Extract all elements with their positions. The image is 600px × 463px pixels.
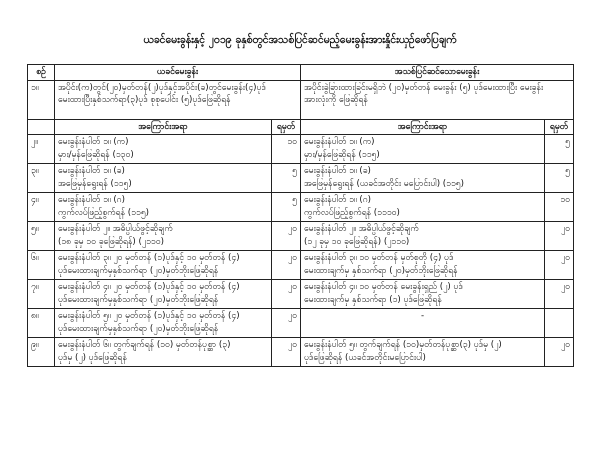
subheader-marks-old: ရမှတ် [272, 119, 301, 135]
old-line: မေးခွန်းနံပါတ် ၅။ ၂၀ မှတ်တန် (၁)ပုဒ်နှင့် ၁၀ မှတ်တန် (၄) [58, 311, 240, 321]
row-number: ၄။ [28, 193, 55, 222]
old-marks-cell: ၅ [272, 193, 301, 222]
old-content-cell [55, 193, 272, 222]
old-line: ပုဒ်မှ (၂) ပုဒ်ဖြေဆိုရန် [58, 352, 127, 363]
old-line: မေးခွန်းနံပါတ် ၄။ ၂၀ မှတ်တန် (၁)ပုဒ်နှင့် ၁၀ မှတ်တန် (၄) [58, 282, 240, 292]
subheader-content-new: အကြောင်းအရာ [301, 119, 545, 135]
new-marks-cell: ၂၀ [545, 222, 574, 251]
old-line: မေးခွန်းနံပါတ် ၂။ အဓိပ္ပါယ်ဖွင့်ဆိုချက် [58, 224, 173, 234]
new-content-cell [301, 193, 545, 222]
new-content-cell [301, 251, 545, 280]
old-line: အဖြေမှန်ရွေးရန် (၁၁၅) [58, 178, 132, 189]
new-line: အဖြေမှန်ရွေးရန် (ယခင်အတိုင်း မပြောင်းပါ) (၁၁၅) [304, 178, 464, 189]
old-line: မေးခွန်းနံပါတ် ၆။ တွက်ချက်ရန် (၁၀) မှတ်တန်ပုစ္ဆာ (၃) [58, 340, 231, 350]
new-line: ပုဒ်ဖြေဆိုရန် (ယခင်အတိုင်းမပြောင်းပါ) [304, 352, 426, 363]
old-marks-cell: ၅ [272, 164, 301, 193]
old-line: မေးခွန်းနံပါတ် ၁။ (က) [58, 137, 129, 147]
new-line: - [420, 311, 425, 321]
old-question-cell [55, 80, 301, 119]
new-marks-cell: ၂၀ [545, 280, 574, 309]
old-content-cell [55, 222, 272, 251]
new-content-cell [301, 164, 545, 193]
comparison-table [27, 64, 574, 367]
new-marks-cell: ၅ [545, 135, 574, 164]
table-row [28, 222, 574, 251]
old-line: မေးခွန်းနံပါတ် ၁။ (ခ) [58, 166, 125, 176]
row-number: ၇။ [28, 280, 55, 309]
old-line: မေးခွန်းနံပါတ် ၃။ ၂၀ မှတ်တန် (၁)ပုဒ်နှင့် ၁၀ မှတ်တန် (၄) [58, 253, 240, 263]
header-old-question: ယခင်မေးခွန်း [55, 65, 301, 81]
old-marks-cell: ၂၀ [272, 280, 301, 309]
new-line: မေးထားချက်မှ နှစ်သက်ရာ (၁) ပုဒ်ဖြေဆိုရန် [304, 294, 442, 305]
new-line: မေးခွန်းနံပါတ် ၄။ ၁၀ မှတ်တန် မေးခွန်းရှည် (၂) ပုဒ် [304, 282, 463, 292]
subheader-blank [28, 119, 55, 135]
old-content-cell [55, 309, 272, 338]
row-number: ၁။ [28, 80, 55, 119]
old-line: မေးခွန်းနံပါတ် ၁။ (ဂ) [58, 195, 125, 205]
new-content-cell [301, 309, 545, 338]
new-line: မေးခွန်းနံပါတ် ၂။ အဓိပ္ပါယ်ဖွင့်ဆိုချက် [304, 224, 419, 234]
row-number: ၅။ [28, 222, 55, 251]
old-line: ပုဒ်မေးထားချက်မှနှစ်သက်ရာ (၂၀)မှတ်ဘိုးဖြေဆိုရန် [58, 323, 219, 334]
header-no: စဉ် [28, 65, 55, 81]
new-line: မေးခွန်းနံပါတ် ၅။ တွက်ချက်ရန် (၁၀)မှတ်တန်ပုစ္ဆာ(၃) ပုဒ်မှ (၂) [304, 340, 502, 350]
document-title: ယခင်မေးခွန်းနှင့် ၂၀၁၉ ခုနှစ်တွင်အသစ်ပြင်ဆင်မည့်မေးခွန်းအားနှိုင်းယှဉ်ဖော်ပြချက် [143, 34, 457, 46]
old-line: ပုဒ်မေးထားချက်မှနှစ်သက်ရာ (၂၀)မှတ်ဘိုးဖြေဆိုရန် [58, 265, 219, 276]
old-content-cell [55, 164, 272, 193]
new-line: (၁၂ ခုမှ ၁၀ ခုဖြေဆိုရန်) (၂၁၁၀) [304, 236, 410, 247]
old-line: ပုဒ်မေးထားချက်မှနှစ်သက်ရာ (၂၀)မှတ်ဘိုးဖြေဆိုရန် [58, 294, 219, 305]
new-marks-cell: ၁၀ [545, 193, 574, 222]
old-content-cell [55, 135, 272, 164]
new-marks-cell [545, 309, 574, 338]
subheader-row [28, 119, 574, 135]
table-row [28, 164, 574, 193]
table-row [28, 338, 574, 367]
row-number: ၃။ [28, 164, 55, 193]
table-row [28, 251, 574, 280]
row-number: ၈။ [28, 309, 55, 338]
new-marks-cell: ၅ [545, 164, 574, 193]
header-new-question: အသစ်ပြင်ဆင်သောမေးခွန်း [301, 65, 574, 81]
old-marks-cell: ၂၀ [272, 309, 301, 338]
old-marks-cell: ၂၀ [272, 251, 301, 280]
new-line: မေးခွန်းနံပါတ် ၁။ (က) [304, 137, 375, 147]
old-line: မှား/မှန်ဖြေဆိုရန် (၁၃၀) [58, 149, 134, 160]
subheader-content-old: အကြောင်းအရာ [55, 119, 272, 135]
new-line: အားလုံးကို ဖြေဆိုရန် [304, 95, 368, 105]
old-line: (၁၈ ခုမှ ၁၀ ခုဖြေဆိုရန်) (၂၁၁၀) [58, 236, 164, 247]
new-content-cell [301, 338, 545, 367]
old-content-cell [55, 280, 272, 309]
table-row [28, 309, 574, 338]
new-line: အပိုင်းခွဲခြားထားခြင်းမရှိဘဲ (၂၀)မှတ်တန် မေးခွန်း (၅) ပုဒ်မေးထားပြီး မေးခွန်း [304, 82, 544, 93]
new-marks-cell: ၂၀ [545, 338, 574, 367]
old-marks-cell: ၂၀ [272, 338, 301, 367]
subheader-marks-new: ရမှတ် [545, 119, 574, 135]
new-line: မေးခွန်းနံပါတ် ၁။ (ခ) [304, 166, 371, 176]
old-line: မေးထားပြီးနှစ်သက်ရာ(၃)ပုဒ် စုစုပေါင်း (၅)ပုဒ်ဖြေဆိုရန် [58, 95, 231, 105]
new-content-cell [301, 280, 545, 309]
table-row [28, 280, 574, 309]
new-line: မှား/မှန်ဖြေဆိုရန် (၁၁၅) [304, 149, 380, 160]
old-marks-cell: ၁၀ [272, 135, 301, 164]
row-number: ၉။ [28, 338, 55, 367]
new-content-cell [301, 222, 545, 251]
new-question-cell [301, 80, 574, 119]
table-row [28, 135, 574, 164]
row-number: ၆။ [28, 251, 55, 280]
old-content-cell [55, 251, 272, 280]
new-line: မေးခွန်းနံပါတ် ၃။ ၁၀ မှတ်တန် မှတ်စုတို (၄) ပုဒ် [304, 253, 454, 263]
new-line: မေးခွန်းနံပါတ် ၁။ (ဂ) [304, 195, 371, 205]
row-number: ၂။ [28, 135, 55, 164]
new-content-cell [301, 135, 545, 164]
old-line: ကွက်လပ်ဖြည့်စွက်ရန် (၁၁၅) [58, 207, 150, 218]
new-marks-cell: ၂၀ [545, 251, 574, 280]
old-marks-cell: ၂၀ [272, 222, 301, 251]
new-line: ကွက်လပ်ဖြည့်စွက်ရန် (၁၁၁၀) [304, 207, 400, 218]
new-line: မေးထားချက်မှ နှစ်သက်ရာ (၂၀)မှတ်ဘိုးဖြေဆိုရန် [304, 265, 458, 276]
header-row [28, 65, 574, 81]
table-row [28, 80, 574, 119]
question-rows [28, 135, 574, 367]
old-line: အပိုင်း(က)တွင်(၂၀)မှတ်တန်(၂)ပုဒ်နှင့်အပိုင်း(ခ)တွင်မေးခွန်း(၄)ပုဒ် [58, 82, 266, 93]
old-content-cell [55, 338, 272, 367]
table-row [28, 193, 574, 222]
